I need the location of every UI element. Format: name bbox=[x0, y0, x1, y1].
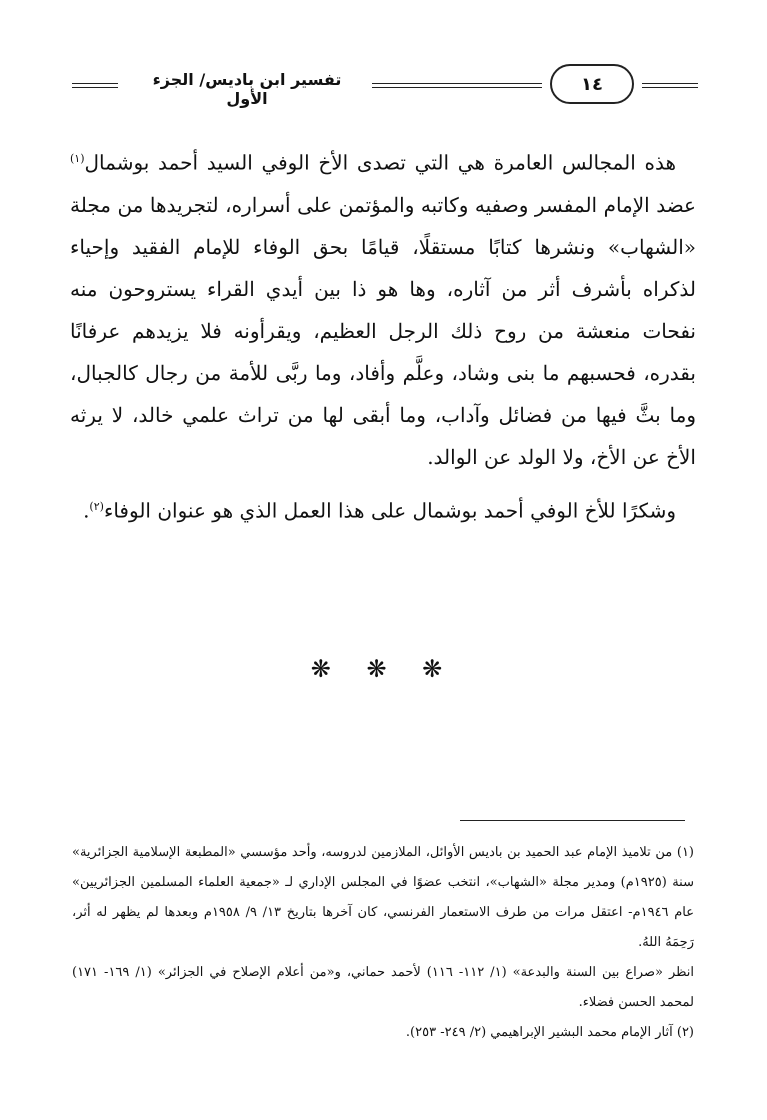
paragraph-2-end: . bbox=[83, 498, 90, 523]
footnotes bbox=[72, 838, 694, 1048]
footnote-2: (٢) آثار الإمام محمد البشير الإبراهيمي (٢/ ٢٤٩- ٢٥٣). bbox=[405, 1025, 694, 1040]
paragraph-1-continued: عضد الإمام المفسر وصفيه وكاتبه والمؤتمن على أسراره، لتجريدها من مجلة «الشهاب» ونشرها كتابًا مستقلًا، قيامًا بحق الوفاء للإمام الفقيد وإحياء لذكراه بأشرف أثر من آثاره، وها هو ذا بين أيدي القراء يستروحون منه نفحات منعشة من روح ذلك الرجل العظيم، ويقرأونه فلا يزيدهم عرفانًا بقدره، فحسبهم ما بنى وشاد، وعلَّم وأفاد، وما ربَّى للأمة من رجال كالجبال، وما بثَّ فيها من فضائل وآداب، وما أبقى لها من تراث علمي خالد، لا يرثه الأخ عن الأخ، ولا الولد عن الوالد. bbox=[70, 192, 696, 469]
main-text bbox=[70, 138, 696, 531]
footnote-rule bbox=[460, 820, 685, 821]
header-rule-middle bbox=[372, 83, 542, 88]
header-rule-left bbox=[72, 83, 118, 88]
footnote-1-reference: انظر «صراع بين السنة والبدعة» (١/ ١١٢- ١١٦) لأحمد حماني، و«من أعلام الإصلاح في الجزائر» (١/ ١٦٩- ١٧١) لمحمد الحسن فضلاء. bbox=[72, 965, 695, 1010]
paragraph-2-text: وشكرًا للأخ الوفي أحمد بوشمال على هذا العمل الذي هو عنوان الوفاء bbox=[103, 498, 676, 523]
paragraph-1 bbox=[70, 138, 696, 478]
page-header bbox=[72, 68, 696, 108]
page-number: ١٤ bbox=[550, 64, 634, 104]
footnote-ref-2: (٢) bbox=[89, 499, 104, 513]
header-rule-right bbox=[642, 83, 698, 88]
paragraph-1-start: هذه المجالس العامرة هي التي تصدى الأخ الوفي السيد أحمد بوشمال bbox=[84, 150, 676, 175]
section-separator: ❋ ❋ ❋ bbox=[310, 655, 457, 683]
book-title: تفسير ابن باديس/ الجزء الأول bbox=[152, 70, 342, 108]
footnote-1: (١) من تلاميذ الإمام عبد الحميد بن باديس الأوائل، الملازمين لدروسه، وأحد مؤسسي «المطبعة الإسلامية الجزائرية» سنة (١٩٢٥م) ومدير مجلة «الشهاب»، انتخب عضوًا في المجلس الإداري لـ «جمعية العلماء المسلمين الجزائريين» عام ١٩٤٦م- اعتقل مرات من طرف الاستعمار الفرنسي، كان آخرها بتاريخ ١٣/ ٩/ ١٩٥٨م وبعدها لم يظهر له أثر، رَحِمَهُ اللهُ. bbox=[72, 845, 695, 950]
footnote-ref-1: (١) bbox=[70, 152, 85, 165]
paragraph-2 bbox=[70, 486, 696, 532]
